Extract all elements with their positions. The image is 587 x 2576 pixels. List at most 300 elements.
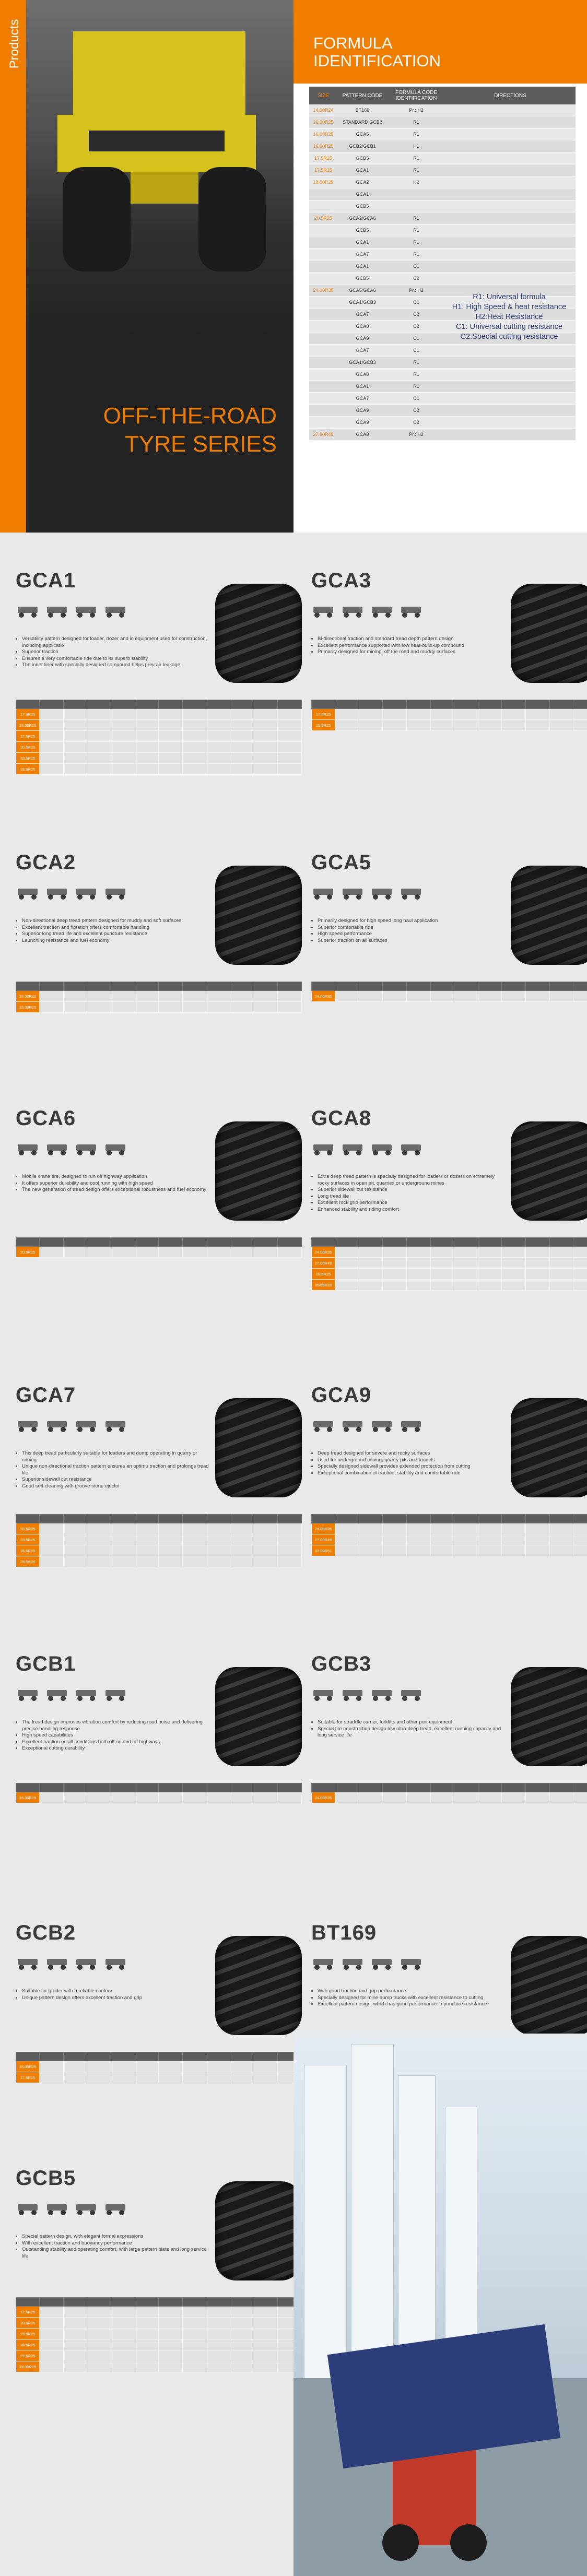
formula-row: [309, 345, 576, 357]
spec-header-cell: [359, 982, 383, 991]
spec-header-cell: [502, 1783, 526, 1792]
spec-cell: [254, 731, 278, 742]
spec-header-cell: [87, 982, 111, 991]
spec-header-cell: [111, 700, 135, 709]
spec-cell: [502, 1269, 526, 1280]
row-size: 14.00R24: [313, 108, 334, 113]
row-size: 16.00R25: [313, 132, 334, 137]
spec-cell: [549, 1792, 573, 1803]
spec-cell: [278, 720, 302, 731]
spec-cell: [135, 753, 159, 764]
spec-cell: [135, 2350, 159, 2361]
spec-cell: [63, 1247, 87, 1258]
spec-cell: [135, 2329, 159, 2339]
spec-cell: [135, 2307, 159, 2318]
spec-cell: [87, 2307, 111, 2318]
spec-cell: [278, 1002, 302, 1013]
row-pattern: GCA9: [356, 420, 369, 425]
row-formula: Pr.: H2: [409, 432, 424, 437]
spec-cell: [111, 753, 135, 764]
spec-cell: [135, 1556, 159, 1567]
spec-cell: [182, 731, 206, 742]
spec-cell: [278, 1556, 302, 1567]
product-name: GCA3: [311, 569, 372, 592]
spec-header-cell: [182, 1515, 206, 1523]
spec-row: [16, 2307, 302, 2318]
spec-cell: [159, 2339, 183, 2350]
feature-item: • This deep tread particularly suitable for loaders and dump operating in quarry or mining: [22, 1450, 210, 1463]
spec-header-cell: [40, 1783, 64, 1792]
spec-cell: [359, 1280, 383, 1291]
spec-cell: [526, 1258, 550, 1269]
spec-cell: [454, 1247, 478, 1258]
formula-row: [309, 176, 576, 188]
spec-header-cell: [16, 2298, 40, 2307]
feature-item: • Specially designed sidewall provides extended protection from cutting: [318, 1463, 506, 1470]
spec-header-cell: [454, 982, 478, 991]
spec-cell: [549, 709, 573, 720]
spec-cell: [135, 1792, 159, 1803]
direction-h1: H1: High Speed & heat resistance: [452, 303, 567, 311]
spec-cell: [63, 2307, 87, 2318]
spec-header-cell: [206, 2052, 230, 2061]
vehicle-icons: [311, 887, 424, 900]
spec-cell: [230, 991, 254, 1002]
spec-header-cell: [383, 1783, 407, 1792]
spec-cell: [478, 1269, 502, 1280]
vehicle-icon: [74, 605, 99, 618]
spec-cell: [111, 2072, 135, 2083]
spec-size: 29.5R25: [312, 1269, 335, 1280]
formula-row: [309, 417, 576, 429]
spec-cell: [230, 764, 254, 775]
spec-cell: [87, 1556, 111, 1567]
spec-cell: [111, 1523, 135, 1534]
formula-row: [309, 273, 576, 285]
feature-item: • With good traction and grip performance: [318, 1988, 506, 1995]
vehicle-icon: [74, 1957, 99, 1970]
spec-table: [311, 1237, 587, 1291]
spec-cell: [206, 1792, 230, 1803]
row-pattern: GCA2: [356, 180, 369, 185]
spec-cell: [278, 731, 302, 742]
feature-list: [311, 1988, 506, 2008]
spec-header-cell: [111, 1515, 135, 1523]
spec-row: [16, 991, 302, 1002]
row-formula: R1: [413, 216, 419, 221]
feature-item: • Good self-cleaning with groove stone ejector: [22, 1483, 210, 1490]
row-pattern: GCA2/GCA6: [349, 216, 376, 221]
spec-header-cell: [230, 1783, 254, 1792]
feature-item: • Exceptional cutting durability: [22, 1745, 210, 1752]
spec-cell: [159, 1545, 183, 1556]
spec-cell: [206, 1545, 230, 1556]
spec-header-cell: [40, 2298, 64, 2307]
spec-cell: [478, 1258, 502, 1269]
spec-cell: [502, 1280, 526, 1291]
row-formula: R1: [413, 372, 419, 377]
spec-cell: [454, 1523, 478, 1534]
spec-cell: [430, 709, 454, 720]
vehicle-icon: [74, 1688, 99, 1701]
product-name: GCA7: [16, 1384, 76, 1407]
spec-size: 20.5R25: [16, 1523, 40, 1534]
formula-title: [313, 34, 441, 70]
spec-cell: [182, 2350, 206, 2361]
spec-size: 24.00R35: [312, 991, 335, 1002]
spec-cell: [206, 2329, 230, 2339]
spec-cell: [478, 1523, 502, 1534]
spec-row: [16, 1556, 302, 1567]
vehicle-icon: [103, 1419, 128, 1433]
spec-cell: [87, 742, 111, 753]
spec-header-cell: [159, 2298, 183, 2307]
spec-header-cell: [63, 2052, 87, 2061]
spec-cell: [135, 731, 159, 742]
spec-cell: [254, 2061, 278, 2072]
spec-cell: [230, 753, 254, 764]
spec-cell: [254, 991, 278, 1002]
products-label: Products: [7, 19, 21, 69]
spec-table: [16, 982, 302, 1013]
spec-cell: [40, 731, 64, 742]
spec-header-cell: [135, 1515, 159, 1523]
spec-cell: [278, 991, 302, 1002]
tire-image: [511, 1398, 587, 1497]
spec-cell: [254, 753, 278, 764]
spec-cell: [454, 1280, 478, 1291]
feature-item: • Long tread life: [318, 1194, 506, 1200]
spec-cell: [359, 991, 383, 1002]
feature-item: • The new generation of tread design offers exceptional robustness and fuel economy: [22, 1187, 210, 1194]
spec-cell: [502, 1247, 526, 1258]
row-formula: R1: [413, 228, 419, 233]
spec-cell: [383, 709, 407, 720]
formula-row: [309, 405, 576, 417]
spec-table: [311, 982, 587, 1002]
spec-header-cell: [406, 982, 430, 991]
spec-cell: [159, 764, 183, 775]
spec-cell: [111, 709, 135, 720]
product-gcb5: [16, 2167, 302, 2386]
spec-cell: [478, 709, 502, 720]
row-formula: R1: [413, 360, 419, 365]
spec-cell: [135, 709, 159, 720]
spec-header-cell: [406, 1238, 430, 1247]
feature-list: [311, 1174, 506, 1213]
spec-cell: [549, 991, 573, 1002]
spec-cell: [359, 709, 383, 720]
spec-header-cell: [526, 1515, 550, 1523]
row-pattern: GCA8: [356, 324, 369, 329]
spec-cell: [111, 2318, 135, 2329]
row-size: 18.00R25: [313, 180, 334, 185]
spec-cell: [206, 1523, 230, 1534]
product-name: BT169: [311, 1921, 377, 1944]
vehicle-icon: [311, 1142, 336, 1156]
spec-header-cell: [40, 982, 64, 991]
spec-cell: [40, 764, 64, 775]
spec-header-cell: [454, 1783, 478, 1792]
feature-list: [311, 1719, 506, 1739]
spec-cell: [406, 1269, 430, 1280]
spec-cell: [406, 991, 430, 1002]
spec-size: 27.00R49: [312, 1534, 335, 1545]
row-pattern: GCA5: [356, 132, 369, 137]
spec-header-cell: [335, 1783, 359, 1792]
spec-size: 18.00R25: [16, 1002, 40, 1013]
formula-title-line2: IDENTIFICATION: [313, 52, 441, 70]
spec-cell: [182, 991, 206, 1002]
spec-cell: [40, 2339, 64, 2350]
product-gca7: [16, 1384, 302, 1603]
spec-cell: [87, 1534, 111, 1545]
spec-cell: [454, 1258, 478, 1269]
vehicle-icon: [311, 1419, 336, 1433]
spec-cell: [254, 2339, 278, 2350]
spec-cell: [182, 1523, 206, 1534]
spec-cell: [135, 720, 159, 731]
spec-cell: [430, 1247, 454, 1258]
spec-cell: [159, 753, 183, 764]
spec-cell: [111, 2329, 135, 2339]
spec-cell: [111, 1247, 135, 1258]
tire-image: [215, 584, 302, 683]
feature-item: • Unique non-directional traction pattern ensures an optimu traction and prolongs tread life: [22, 1463, 210, 1476]
spec-header-cell: [182, 1238, 206, 1247]
spec-header-cell: [206, 982, 230, 991]
spec-cell: [63, 709, 87, 720]
row-size: 16.00R25: [313, 120, 334, 125]
spec-header-cell: [478, 700, 502, 709]
feature-item: • High speed performance: [318, 931, 506, 938]
spec-size: 20.5R25: [312, 720, 335, 731]
feature-item: • Primarily designed for mining, off the road and muddy surfaces: [318, 649, 506, 656]
spec-cell: [87, 2361, 111, 2372]
row-formula: R1: [413, 132, 419, 137]
spec-header-cell: [406, 1515, 430, 1523]
product-name: GCB5: [16, 2167, 76, 2190]
spec-row: [312, 720, 587, 731]
spec-cell: [573, 1247, 587, 1258]
spec-cell: [135, 2361, 159, 2372]
vehicle-icons: [311, 1142, 424, 1156]
feature-item: • Superior traction: [22, 649, 210, 656]
spec-cell: [549, 1269, 573, 1280]
spec-header-cell: [478, 1783, 502, 1792]
spec-cell: [63, 2061, 87, 2072]
feature-item: • Excellent traction and flotation offers comfortable handling: [22, 925, 210, 931]
spec-cell: [87, 1002, 111, 1013]
vehicle-icon: [341, 1142, 366, 1156]
spec-cell: [206, 742, 230, 753]
spec-cell: [335, 1280, 359, 1291]
spec-cell: [359, 1258, 383, 1269]
product-gcb3: [311, 1652, 587, 1872]
spec-size: 26.5R25: [16, 764, 40, 775]
spec-header-cell: [454, 700, 478, 709]
feature-list: [16, 918, 210, 944]
spec-cell: [230, 709, 254, 720]
spec-header-cell: [87, 1515, 111, 1523]
spec-header-cell: [278, 1515, 302, 1523]
spec-header-cell: [182, 700, 206, 709]
spec-row: [312, 1523, 587, 1534]
direction-c1: C1: Universal cutting resistance: [456, 323, 562, 331]
spec-cell: [135, 1534, 159, 1545]
vehicle-icon: [103, 1957, 128, 1970]
feature-item: • Superior comfortable ride: [318, 925, 506, 931]
spec-row: [16, 720, 302, 731]
spec-row: [16, 742, 302, 753]
spec-size: 20.5R25: [16, 1247, 40, 1258]
vehicle-icon: [341, 887, 366, 900]
product-gca3: [311, 569, 587, 788]
direction-c2: C2:Special cutting resistance: [460, 333, 558, 341]
spec-cell: [254, 742, 278, 753]
spec-cell: [454, 709, 478, 720]
spec-cell: [278, 1792, 302, 1803]
row-formula: R1: [413, 252, 419, 257]
spec-cell: [406, 1792, 430, 1803]
vehicle-icons: [16, 2202, 128, 2216]
spec-cell: [63, 2361, 87, 2372]
spec-header-cell: [312, 1783, 335, 1792]
tire-image: [511, 1936, 587, 2035]
spec-cell: [406, 1523, 430, 1534]
spec-header-cell: [182, 2298, 206, 2307]
spec-size: 26.5R25: [16, 1545, 40, 1556]
row-pattern: GCA8: [356, 372, 369, 377]
row-pattern: GCB5: [356, 276, 369, 281]
spec-cell: [254, 2072, 278, 2083]
spec-row: [16, 2339, 302, 2350]
row-pattern: GCA9: [356, 408, 369, 413]
spec-cell: [111, 742, 135, 753]
spec-row: [312, 1280, 587, 1291]
spec-cell: [230, 731, 254, 742]
spec-size: 20.5R25: [16, 742, 40, 753]
vehicle-icon: [103, 1688, 128, 1701]
vehicle-icons: [311, 1688, 424, 1701]
vehicle-icons: [311, 605, 424, 618]
spec-size: 17.5R25: [16, 731, 40, 742]
spec-header-cell: [230, 1515, 254, 1523]
spec-header-cell: [430, 1783, 454, 1792]
row-size: 27.00R49: [313, 432, 334, 437]
vehicle-icon: [311, 887, 336, 900]
spec-cell: [254, 2318, 278, 2329]
vehicle-icon: [370, 887, 395, 900]
feature-item: • Superior sidewall cut resistance: [318, 1187, 506, 1194]
feature-list: [311, 636, 506, 656]
row-formula: C2: [413, 420, 419, 425]
spec-header-cell: [573, 1515, 587, 1523]
spec-cell: [406, 720, 430, 731]
spec-size: 24.00R35: [312, 1523, 335, 1534]
dump-truck-photo: [26, 0, 294, 334]
spec-header-cell: [573, 1783, 587, 1792]
spec-header-cell: [135, 2052, 159, 2061]
vehicle-icon: [311, 605, 336, 618]
spec-cell: [135, 2339, 159, 2350]
spec-header-cell: [312, 982, 335, 991]
header-directions: DIRECTIONS: [494, 92, 526, 99]
spec-header-cell: [111, 2052, 135, 2061]
vehicle-icon: [74, 887, 99, 900]
spec-header-cell: [63, 1238, 87, 1247]
row-pattern: GCA5/GCA6: [349, 288, 376, 293]
tire-image: [215, 1936, 302, 2035]
spec-header-cell: [254, 1515, 278, 1523]
spec-header-cell: [135, 2298, 159, 2307]
spec-cell: [502, 1534, 526, 1545]
spec-cell: [254, 2329, 278, 2339]
spec-cell: [254, 1545, 278, 1556]
vehicle-icon: [341, 605, 366, 618]
spec-cell: [159, 2061, 183, 2072]
spec-cell: [206, 2339, 230, 2350]
spec-cell: [63, 1002, 87, 1013]
feature-item: • Unique pattern design offers excellent traction and grip: [22, 1995, 210, 2002]
spec-header-cell: [454, 1238, 478, 1247]
feature-list: [311, 1450, 506, 1476]
row-formula: C1: [413, 348, 419, 353]
spec-header-cell: [40, 2052, 64, 2061]
spec-header-cell: [454, 1515, 478, 1523]
spec-cell: [40, 991, 64, 1002]
vehicle-icon: [45, 1142, 70, 1156]
spec-cell: [254, 2350, 278, 2361]
spec-cell: [40, 2318, 64, 2329]
spec-header-cell: [111, 2298, 135, 2307]
vehicle-icon: [16, 887, 41, 900]
spec-table: [16, 1237, 302, 1258]
spec-cell: [254, 1002, 278, 1013]
spec-cell: [406, 1258, 430, 1269]
formula-row: [309, 429, 576, 441]
spec-header-cell: [254, 1238, 278, 1247]
directions-legend: [444, 292, 574, 342]
spec-header-cell: [359, 1238, 383, 1247]
spec-table: [311, 1783, 587, 1803]
spec-row: [312, 1545, 587, 1556]
spec-row: [16, 753, 302, 764]
spec-row: [16, 764, 302, 775]
vehicle-icon: [311, 1688, 336, 1701]
spec-cell: [502, 709, 526, 720]
spec-cell: [182, 2318, 206, 2329]
spec-header-cell: [359, 1515, 383, 1523]
spec-header-cell: [254, 1783, 278, 1792]
spec-row: [312, 1792, 587, 1803]
spec-size: 33.00R51: [312, 1545, 335, 1556]
spec-cell: [278, 1534, 302, 1545]
spec-cell: [278, 1523, 302, 1534]
spec-header-cell: [87, 700, 111, 709]
spec-cell: [182, 2061, 206, 2072]
formula-row: [309, 116, 576, 128]
spec-header-cell: [111, 1783, 135, 1792]
spec-cell: [87, 1523, 111, 1534]
product-name: GCB1: [16, 1652, 76, 1675]
spec-cell: [206, 2307, 230, 2318]
row-formula: C1: [413, 396, 419, 401]
spec-header-cell: [526, 1783, 550, 1792]
tire-image: [215, 1667, 302, 1766]
spec-header-cell: [502, 1238, 526, 1247]
tire-image: [511, 584, 587, 683]
